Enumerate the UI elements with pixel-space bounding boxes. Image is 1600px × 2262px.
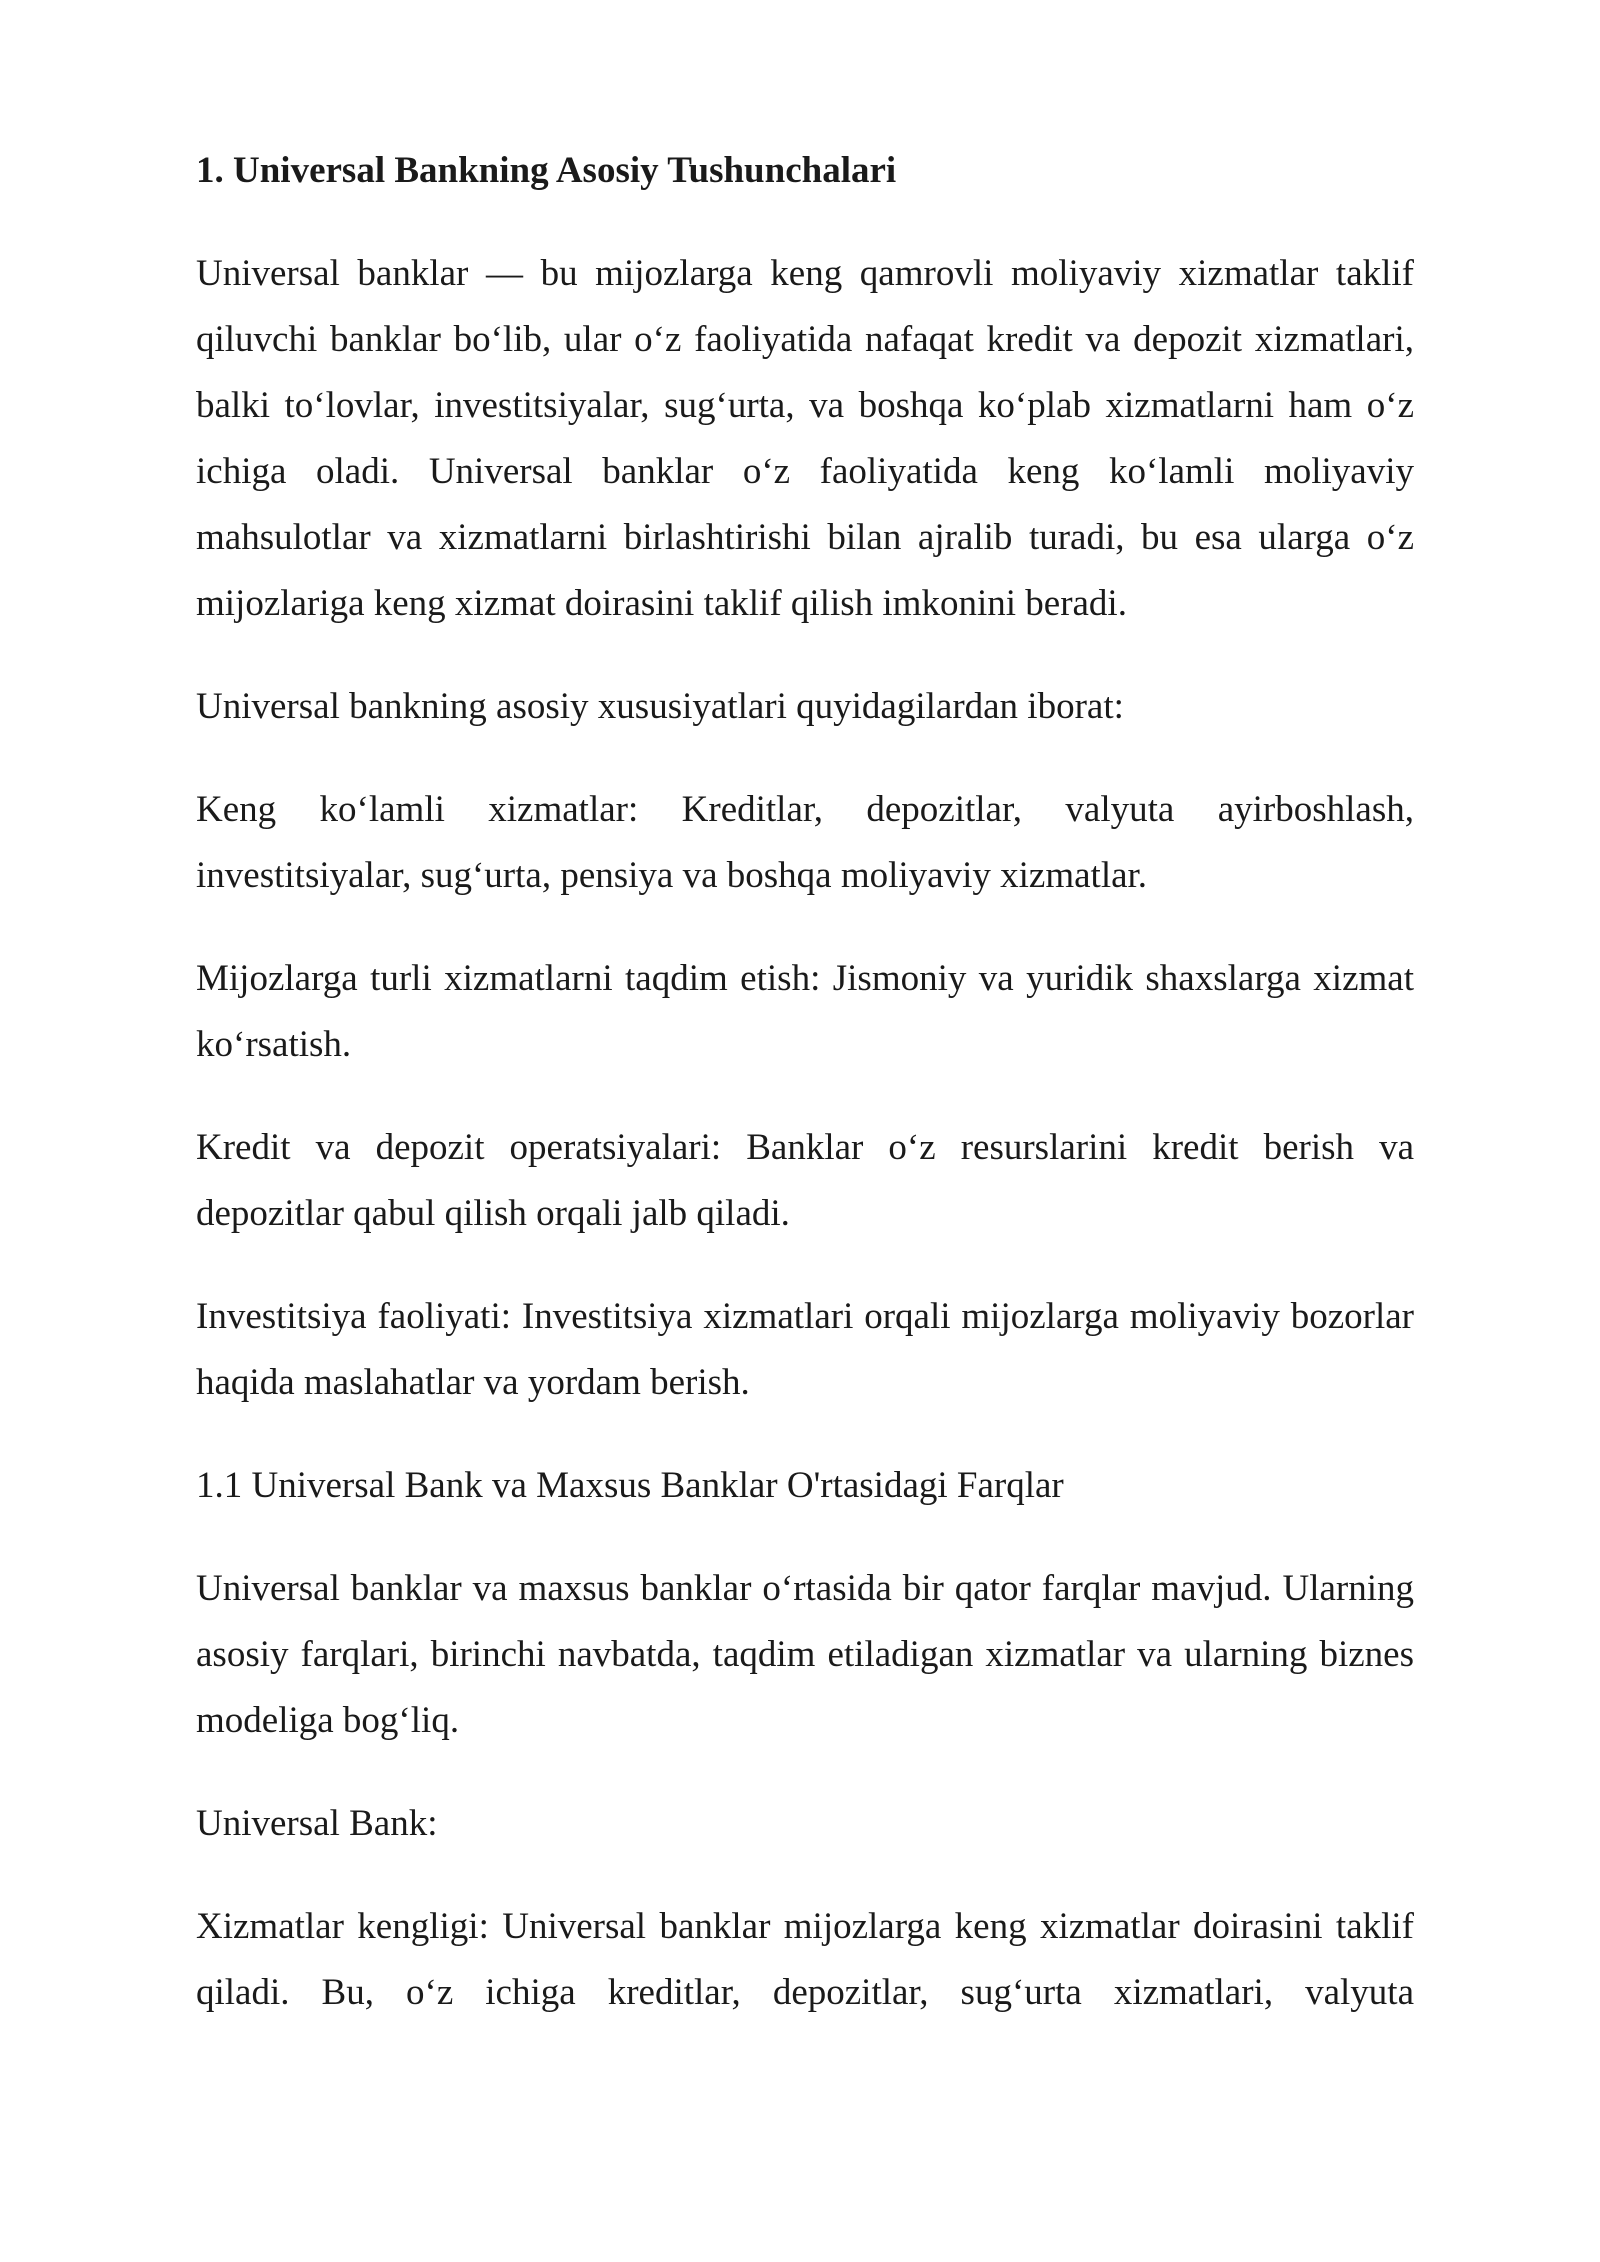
feature-paragraph-broad-services: Keng ko‘lamli xizmatlar: Kreditlar, depozitlar, valyuta ayirboshlash, investitsiyalar, sug‘urta, pensiya va boshqa moliyaviy xizmatlar. [196,789,1414,896]
services-breadth-paragraph: Xizmatlar kengligi: Universal banklar mijozlarga keng xizmatlar doirasini taklif qiladi. Bu, o‘z ichiga kreditlar, depozitlar, sug‘urta xizmatlari, valyuta [196,1906,1414,2013]
feature-paragraph-credit-deposit: Kredit va depozit operatsiyalari: Banklar o‘z resurslarini kredit berish va depozitlar qabul qilish orqali jalb qiladi. [196,1127,1414,1234]
subsection-heading: 1.1 Universal Bank va Maxsus Banklar O'rtasidagi Farqlar [196,1465,1064,1506]
differences-paragraph: Universal banklar va maxsus banklar o‘rtasida bir qator farqlar mavjud. Ularning asosiy farqlari, birinchi navbatda, taqdim etiladigan xizmatlar va ularning biznes modeliga bog‘liq. [196,1568,1414,1741]
intro-paragraph: Universal banklar — bu mijozlarga keng qamrovli moliyaviy xizmatlar taklif qiluvchi banklar bo‘lib, ular o‘z faoliyatida nafaqat kredit va depozit xizmatlari, balki to‘lovlar, investitsiyalar, sug‘urta, va boshqa ko‘plab xizmatlarni ham o‘z ichiga oladi. Universal banklar o‘z faoliyatida keng ko‘lamli moliyaviy mahsulotlar va xizmatlarni birlashtirishi bilan ajralib turadi, bu esa ularga o‘z mijozlariga keng xizmat doirasini taklif qilish imkonini beradi. [196,253,1414,624]
feature-paragraph-client-services: Mijozlarga turli xizmatlarni taqdim etish: Jismoniy va yuridik shaxslarga xizmat ko‘rsatish. [196,958,1414,1065]
document-page [196,138,1414,2063]
section-heading: 1. Universal Bankning Asosiy Tushunchalari [196,150,897,191]
universal-bank-label: Universal Bank: [196,1803,438,1844]
features-intro-paragraph: Universal bankning asosiy xususiyatlari quyidagilardan iborat: [196,686,1124,727]
feature-paragraph-investment: Investitsiya faoliyati: Investitsiya xizmatlari orqali mijozlarga moliyaviy bozorlar haqida maslahatlar va yordam berish. [196,1296,1414,1403]
